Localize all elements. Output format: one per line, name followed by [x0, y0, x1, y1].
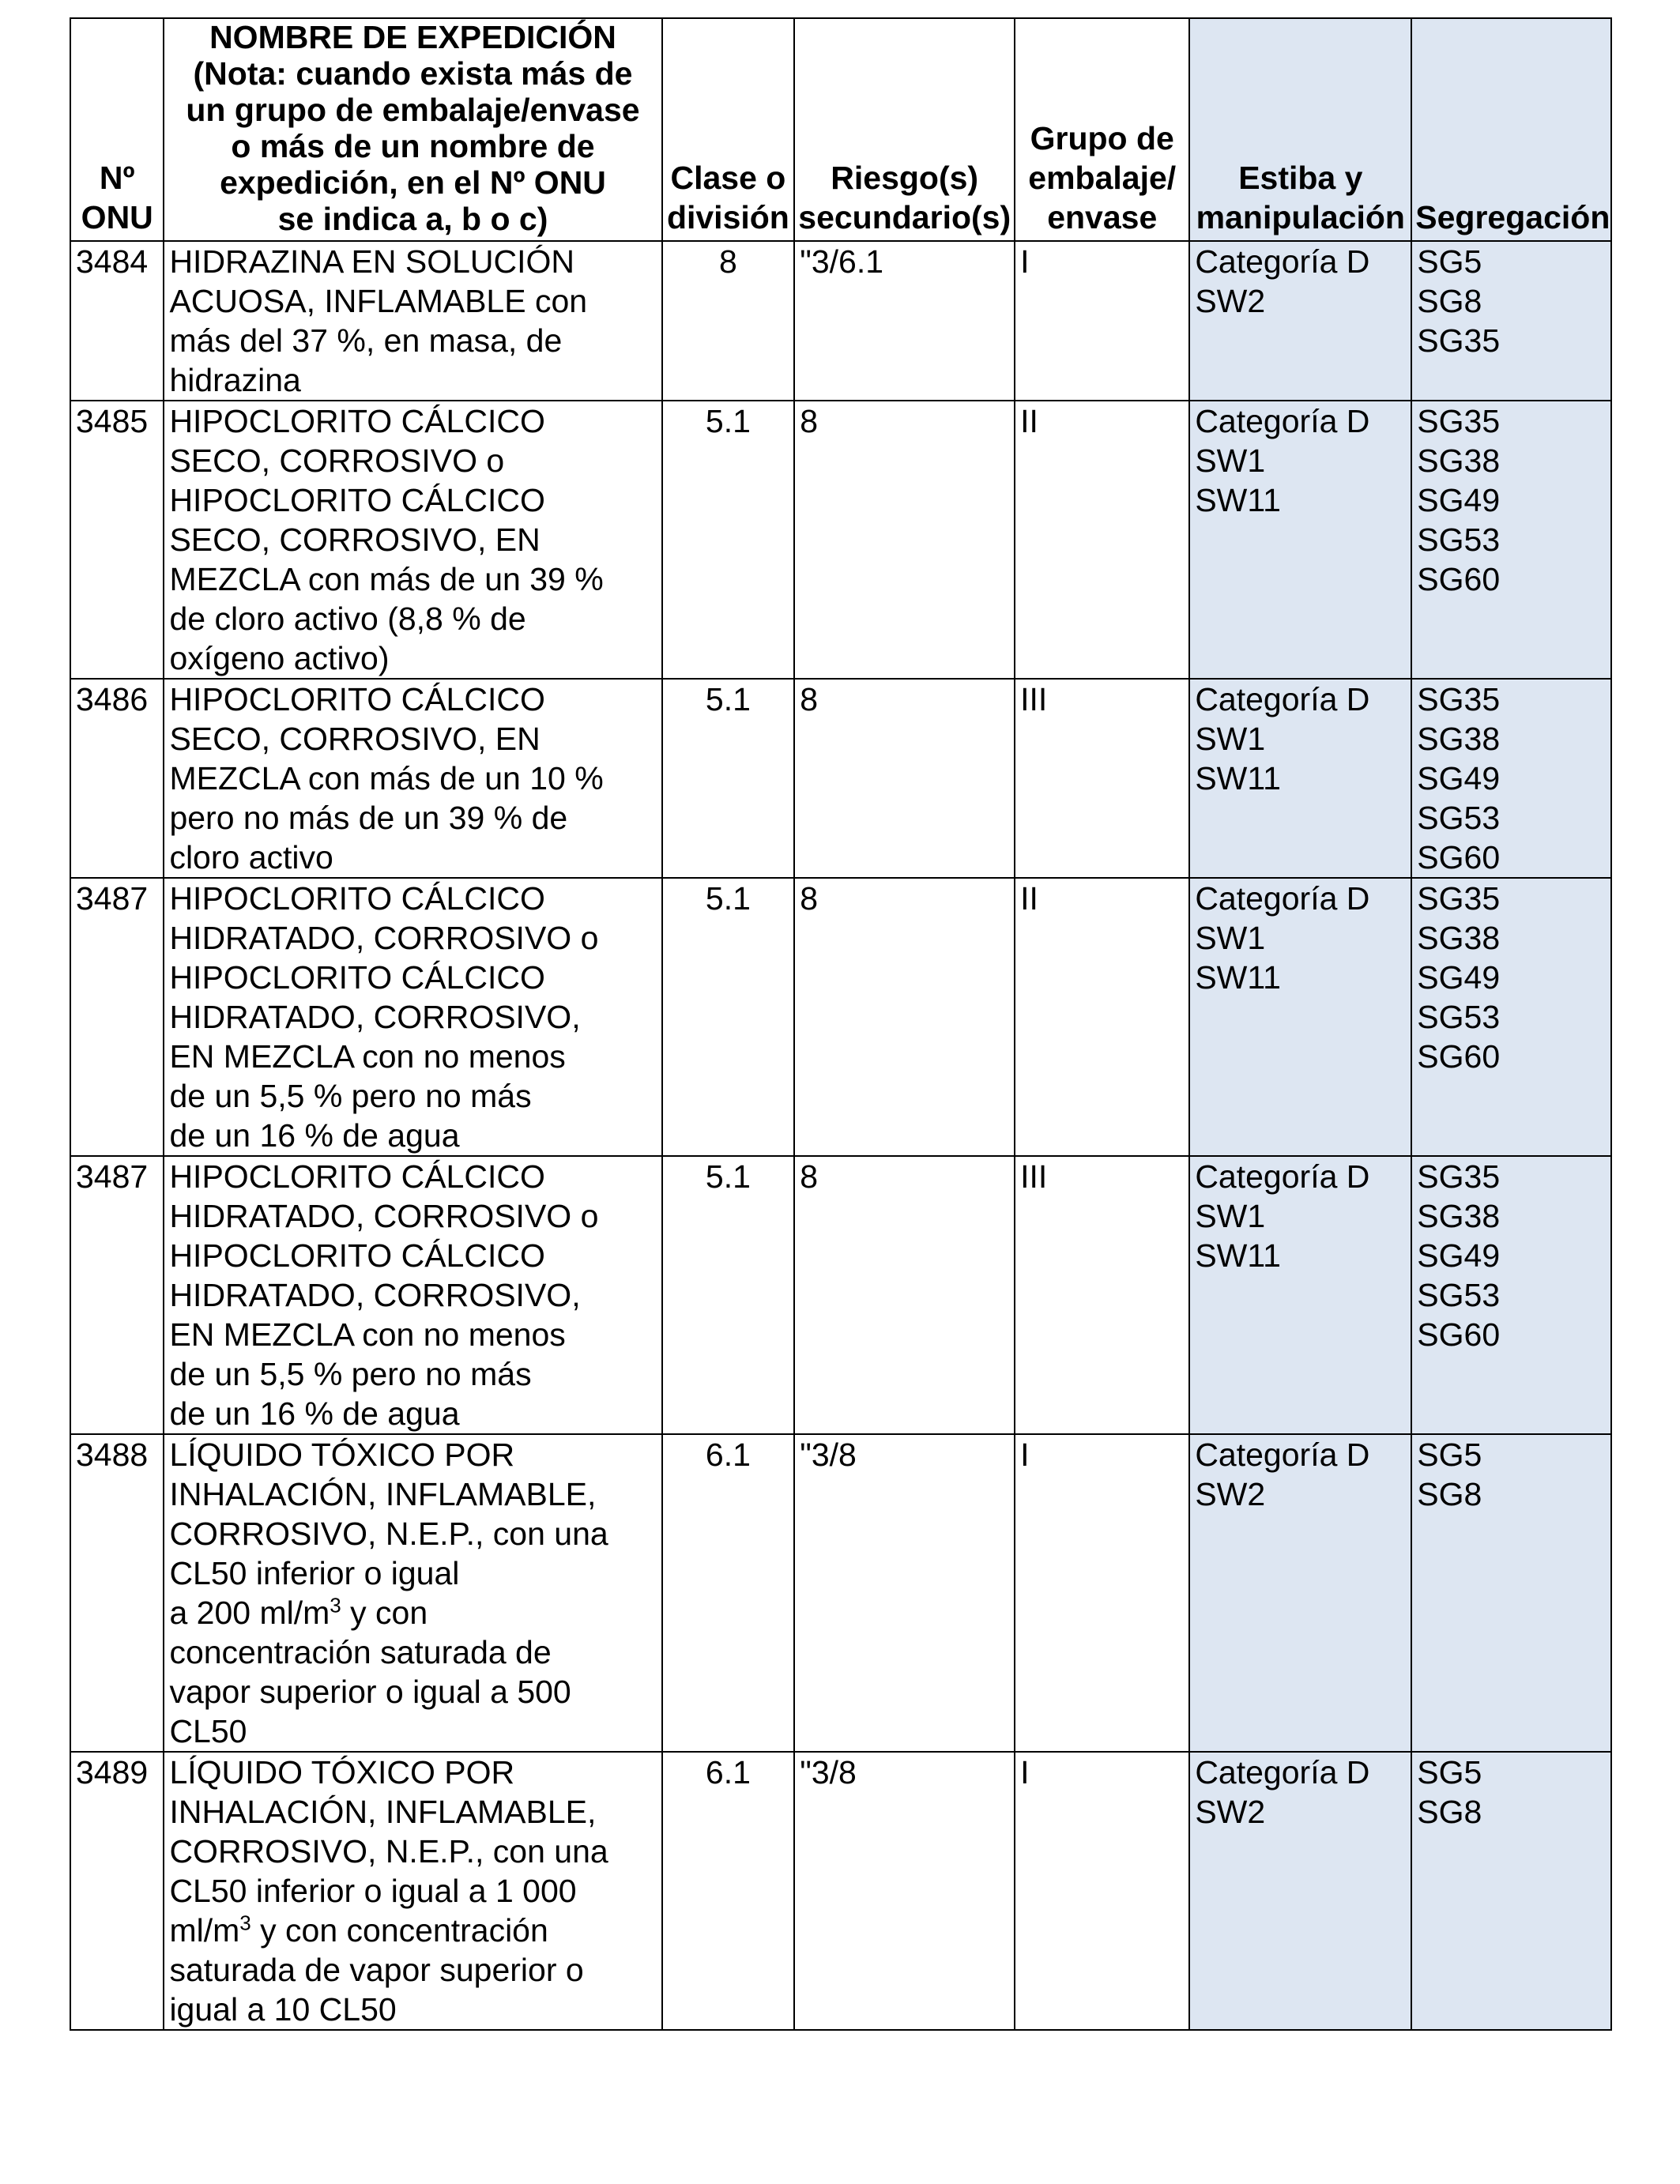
table-row — [70, 878, 1611, 1156]
stowage-cell — [1189, 401, 1411, 679]
header-onu: Nº ONU — [70, 18, 164, 241]
stowage-cell-line: SW2 — [1195, 1476, 1266, 1512]
subsidiary-risk-cell: 8 — [794, 1156, 1015, 1434]
segregation-cell-line: SG49 — [1417, 760, 1501, 796]
packing-group-cell: I — [1015, 1434, 1189, 1752]
segregation-cell-line: SG35 — [1417, 403, 1501, 439]
shipping-name-cell-line: de un 16 % de agua — [169, 1117, 460, 1154]
stowage-cell-line: SW1 — [1195, 920, 1266, 956]
segregation-cell-line: SG35 — [1417, 880, 1501, 917]
shipping-name-cell-line: HIDRATADO, CORROSIVO o — [169, 920, 599, 956]
segregation-cell-line: SG38 — [1417, 721, 1501, 757]
segregation-cell-line: SG49 — [1417, 482, 1501, 518]
segregation-cell-line: SG38 — [1417, 442, 1501, 479]
stowage-cell-line: SW11 — [1195, 760, 1281, 796]
subsidiary-risk-cell: "3/8 — [794, 1752, 1015, 2030]
shipping-name-cell-line: HIDRATADO, CORROSIVO, — [169, 1277, 581, 1313]
stowage-cell-line: SW2 — [1195, 283, 1266, 319]
shipping-name-cell-line: SECO, CORROSIVO o — [169, 442, 505, 479]
subsidiary-risk-cell: "3/8 — [794, 1434, 1015, 1752]
segregation-cell — [1411, 1752, 1611, 2030]
table-row — [70, 679, 1611, 878]
class-cell: 6.1 — [662, 1752, 795, 2030]
stowage-cell-line: SW11 — [1195, 959, 1281, 996]
shipping-name-cell-line: $ml/m^3$ y con concentración — [169, 1911, 548, 1949]
stowage-cell-line: Categoría D — [1195, 403, 1370, 439]
class-cell: 5.1 — [662, 1156, 795, 1434]
shipping-name-cell-line: HIPOCLORITO CÁLCICO — [169, 880, 545, 917]
header-shipping-name: NOMBRE DE EXPEDICIÓN (Nota: cuando exista más de un grupo de embalaje/envase o más de un nombre de expedición, en el Nº ONU se indica a, b o c) — [164, 18, 661, 241]
packing-group-cell: II — [1015, 878, 1189, 1156]
subsidiary-risk-cell: 8 — [794, 878, 1015, 1156]
shipping-name-cell — [164, 401, 661, 679]
shipping-name-cell-line: CL50 inferior o igual — [169, 1555, 460, 1591]
shipping-name-cell-line: a 200 $ml/m^3$ y con — [169, 1593, 428, 1631]
shipping-name-cell-line: saturada de vapor superior o — [169, 1952, 584, 1988]
shipping-name-cell-line: HIDRATADO, CORROSIVO, — [169, 999, 581, 1035]
shipping-name-cell-line: CORROSIVO, N.E.P., con una — [169, 1833, 608, 1870]
stowage-cell — [1189, 1156, 1411, 1434]
segregation-cell-line: SG53 — [1417, 999, 1501, 1035]
segregation-cell — [1411, 1156, 1611, 1434]
table-row — [70, 401, 1611, 679]
onu-number-cell: 3487 — [70, 1156, 164, 1434]
onu-number-cell: 3488 — [70, 1434, 164, 1752]
segregation-cell-line: SG53 — [1417, 800, 1501, 836]
stowage-cell-line: Categoría D — [1195, 880, 1370, 917]
segregation-cell — [1411, 679, 1611, 878]
shipping-name-cell-line: de un 5,5 % pero no más — [169, 1078, 532, 1114]
class-cell: 5.1 — [662, 679, 795, 878]
shipping-name-cell-line: SECO, CORROSIVO, EN — [169, 721, 541, 757]
shipping-name-cell-line: HIPOCLORITO CÁLCICO — [169, 1158, 545, 1195]
stowage-cell-line: Categoría D — [1195, 243, 1370, 280]
segregation-cell-line: SG49 — [1417, 1237, 1501, 1274]
stowage-cell — [1189, 1434, 1411, 1752]
subsidiary-risk-cell: 8 — [794, 401, 1015, 679]
shipping-name-cell-line: INHALACIÓN, INFLAMABLE, — [169, 1794, 597, 1830]
shipping-name-cell-line: más del 37 %, en masa, de — [169, 322, 563, 359]
segregation-cell-line: SG8 — [1417, 1476, 1482, 1512]
shipping-name-cell — [164, 1156, 661, 1434]
shipping-name-cell — [164, 1434, 661, 1752]
header-class: Clase o división — [662, 18, 795, 241]
class-cell: 8 — [662, 241, 795, 401]
segregation-cell-line: SG53 — [1417, 522, 1501, 558]
class-cell: 5.1 — [662, 878, 795, 1156]
table-row — [70, 1434, 1611, 1752]
segregation-cell-line: SG60 — [1417, 1316, 1501, 1353]
segregation-cell — [1411, 241, 1611, 401]
shipping-name-cell-line: de cloro activo (8,8 % de — [169, 601, 526, 637]
header-stowage: Estiba y manipulación — [1189, 18, 1411, 241]
dangerous-goods-table — [70, 17, 1612, 2031]
shipping-name-cell-line: CL50 inferior o igual a 1 000 — [169, 1873, 577, 1909]
onu-number-cell: 3486 — [70, 679, 164, 878]
segregation-cell-line: SG38 — [1417, 1198, 1501, 1234]
header-subsidiary-risk: Riesgo(s) secundario(s) — [794, 18, 1015, 241]
stowage-cell — [1189, 878, 1411, 1156]
stowage-cell-line: SW1 — [1195, 442, 1266, 479]
packing-group-cell: I — [1015, 241, 1189, 401]
table-row — [70, 241, 1611, 401]
shipping-name-cell-line: HIDRAZINA EN SOLUCIÓN — [169, 243, 575, 280]
subsidiary-risk-cell: "3/6.1 — [794, 241, 1015, 401]
segregation-cell-line: SG8 — [1417, 283, 1482, 319]
onu-number-cell: 3487 — [70, 878, 164, 1156]
class-cell: 6.1 — [662, 1434, 795, 1752]
segregation-cell-line: SG60 — [1417, 1038, 1501, 1075]
stowage-cell-line: Categoría D — [1195, 681, 1370, 717]
shipping-name-cell-line: LÍQUIDO TÓXICO POR — [169, 1754, 515, 1791]
segregation-cell — [1411, 401, 1611, 679]
shipping-name-cell-line: vapor superior o igual a 500 — [169, 1674, 571, 1710]
onu-number-cell: 3484 — [70, 241, 164, 401]
class-cell: 5.1 — [662, 401, 795, 679]
header-segregation: Segregación — [1411, 18, 1611, 241]
header-row — [70, 18, 1611, 241]
shipping-name-cell-line: HIPOCLORITO CÁLCICO — [169, 403, 545, 439]
shipping-name-cell-line: MEZCLA con más de un 10 % — [169, 760, 604, 796]
shipping-name-cell-line: CL50 — [169, 1713, 247, 1749]
shipping-name-cell-line: EN MEZCLA con no menos — [169, 1316, 566, 1353]
segregation-cell-line: SG60 — [1417, 561, 1501, 597]
shipping-name-cell — [164, 878, 661, 1156]
stowage-cell-line: Categoría D — [1195, 1437, 1370, 1473]
packing-group-cell: I — [1015, 1752, 1189, 2030]
stowage-cell-line: SW2 — [1195, 1794, 1266, 1830]
shipping-name-cell-line: HIPOCLORITO CÁLCICO — [169, 959, 545, 996]
stowage-cell-line: Categoría D — [1195, 1158, 1370, 1195]
segregation-cell-line: SG49 — [1417, 959, 1501, 996]
stowage-cell-line: SW11 — [1195, 1237, 1281, 1274]
shipping-name-cell — [164, 241, 661, 401]
stowage-cell-line: SW1 — [1195, 721, 1266, 757]
shipping-name-cell-line: hidrazina — [169, 362, 301, 398]
table-row — [70, 1156, 1611, 1434]
segregation-cell-line: SG53 — [1417, 1277, 1501, 1313]
shipping-name-cell-line: LÍQUIDO TÓXICO POR — [169, 1437, 515, 1473]
shipping-name-cell-line: SECO, CORROSIVO, EN — [169, 522, 541, 558]
shipping-name-cell — [164, 679, 661, 878]
segregation-cell-line: SG8 — [1417, 1794, 1482, 1830]
shipping-name-cell-line: CORROSIVO, N.E.P., con una — [169, 1516, 608, 1552]
shipping-name-cell-line: cloro activo — [169, 839, 333, 875]
segregation-cell — [1411, 878, 1611, 1156]
shipping-name-cell-line: HIPOCLORITO CÁLCICO — [169, 482, 545, 518]
shipping-name-cell-line: HIDRATADO, CORROSIVO o — [169, 1198, 599, 1234]
segregation-cell-line: SG60 — [1417, 839, 1501, 875]
onu-number-cell: 3489 — [70, 1752, 164, 2030]
shipping-name-cell-line: de un 16 % de agua — [169, 1395, 460, 1432]
shipping-name-cell-line: pero no más de un 39 % de — [169, 800, 568, 836]
shipping-name-cell-line: concentración saturada de — [169, 1634, 552, 1670]
table-row — [70, 1752, 1611, 2030]
shipping-name-cell-line: de un 5,5 % pero no más — [169, 1356, 532, 1392]
shipping-name-cell-line: HIPOCLORITO CÁLCICO — [169, 1237, 545, 1274]
shipping-name-cell-line: INHALACIÓN, INFLAMABLE, — [169, 1476, 597, 1512]
stowage-cell — [1189, 1752, 1411, 2030]
segregation-cell-line: SG38 — [1417, 920, 1501, 956]
segregation-cell-line: SG5 — [1417, 1754, 1482, 1791]
header-packing-group: Grupo de embalaje/ envase — [1015, 18, 1189, 241]
stowage-cell — [1189, 241, 1411, 401]
shipping-name-cell-line: HIPOCLORITO CÁLCICO — [169, 681, 545, 717]
segregation-cell-line: SG35 — [1417, 1158, 1501, 1195]
packing-group-cell: III — [1015, 679, 1189, 878]
segregation-cell-line: SG35 — [1417, 322, 1501, 359]
shipping-name-cell-line: MEZCLA con más de un 39 % — [169, 561, 604, 597]
shipping-name-cell-line: igual a 10 CL50 — [169, 1991, 397, 2028]
shipping-name-cell-line: EN MEZCLA con no menos — [169, 1038, 566, 1075]
onu-number-cell: 3485 — [70, 401, 164, 679]
segregation-cell-line: SG35 — [1417, 681, 1501, 717]
segregation-cell-line: SG5 — [1417, 243, 1482, 280]
shipping-name-cell-line: ACUOSA, INFLAMABLE con — [169, 283, 588, 319]
shipping-name-cell — [164, 1752, 661, 2030]
packing-group-cell: III — [1015, 1156, 1189, 1434]
stowage-cell-line: SW11 — [1195, 482, 1281, 518]
segregation-cell — [1411, 1434, 1611, 1752]
stowage-cell — [1189, 679, 1411, 878]
shipping-name-cell-line: oxígeno activo) — [169, 640, 390, 676]
packing-group-cell: II — [1015, 401, 1189, 679]
subsidiary-risk-cell: 8 — [794, 679, 1015, 878]
stowage-cell-line: SW1 — [1195, 1198, 1266, 1234]
segregation-cell-line: SG5 — [1417, 1437, 1482, 1473]
stowage-cell-line: Categoría D — [1195, 1754, 1370, 1791]
